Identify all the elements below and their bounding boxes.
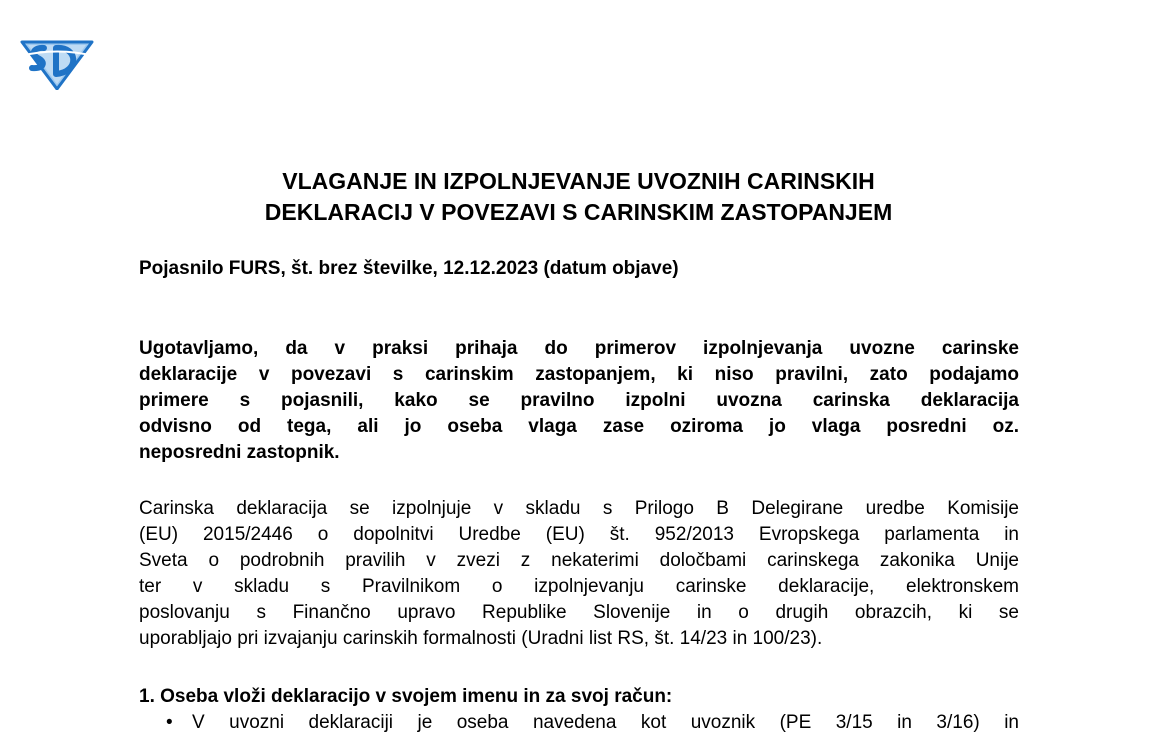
intro-line: Ugotavljamo, da v praksi prihaja do primerov izpolnjevanja uvozne carinske [139,338,1019,359]
body-line: Carinska deklaracija se izpolnjuje v skladu s Prilogo B Delegirane uredbe Komisije [139,498,1019,519]
document-title [0,166,1157,228]
list-item-text: V uvozni deklaraciji je oseba navedena kot uvoznik (PE 3/15 in 3/16) in [192,712,1019,733]
body-line: ter v skladu s Pravilnikom o izpolnjevanju carinske deklaracije, elektronskem [139,576,1019,597]
bullet-icon: • [166,712,173,733]
body-line: poslovanju s Finančno upravo Republike Slovenije in o drugih obrazcih, ki se [139,602,1019,623]
title-line-2: DEKLARACIJ V POVEZAVI S CARINSKIM ZASTOPANJEM [264,199,893,225]
legal-basis-paragraph [139,496,1019,652]
body-line: (EU) 2015/2446 o dopolnitvi Uredbe (EU) št. 952/2013 Evropskega parlamenta in [139,524,1019,545]
section-1-heading: 1. Oseba vloži deklaracijo v svojem imenu in za svoj račun: [139,686,673,707]
title-line-1: VLAGANJE IN IZPOLNJEVANJE UVOZNIH CARINSKIH [282,168,875,194]
source-reference: Pojasnilo FURS, št. brez številke, 12.12.2023 (datum objave) [139,258,679,279]
intro-paragraph [139,336,1019,466]
company-logo [20,34,94,90]
section-1-list [139,710,1019,736]
intro-line: deklaracije v povezavi s carinskim zastopanjem, ki niso pravilni, zato podajamo [139,364,1019,385]
intro-line: odvisno od tega, ali jo oseba vlaga zase oziroma jo vlaga posredni oz. [139,416,1019,437]
body-line: uporabljajo pri izvajanju carinskih formalnosti (Uradni list RS, št. 14/23 in 100/23). [139,628,823,649]
body-line: Sveta o podrobnih pravilih v zvezi z nekaterimi določbami carinskega zakonika Unije [139,550,1019,571]
intro-line: primere s pojasnili, kako se pravilno izpolni uvozna carinska deklaracija [139,390,1019,411]
intro-line: neposredni zastopnik. [139,442,340,463]
list-item [139,710,1019,736]
